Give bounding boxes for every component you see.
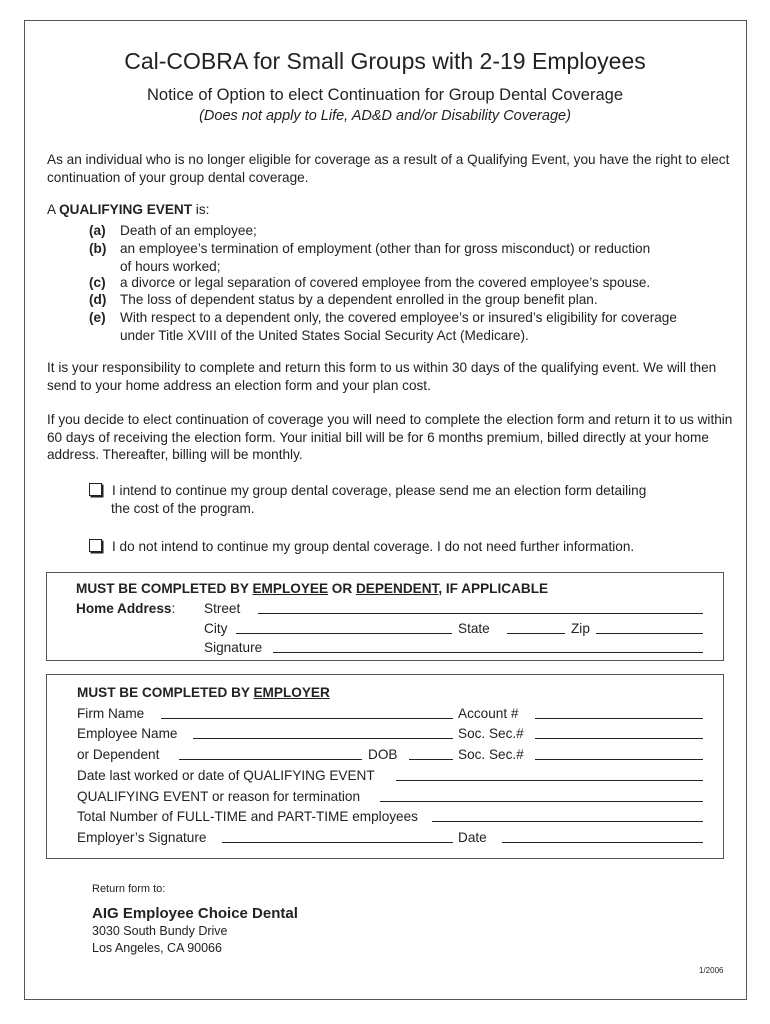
decline-label: I do not intend to continue my group dental coverage. I do not need further information.: [112, 539, 635, 554]
dob-field[interactable]: [409, 759, 453, 760]
employer-signature-field[interactable]: [222, 842, 453, 843]
date-last-worked-label: Date last worked or date of QUALIFYING EVENT: [77, 768, 375, 783]
responsibility-paragraph: It is your responsibility to complete and return this form to us within 30 days of the qualifying event. We will then send to your home address an election form and your plan cost.: [47, 360, 717, 393]
soc-sec-label: Soc. Sec.#: [458, 726, 524, 741]
heading-part: , IF APPLICABLE: [438, 581, 549, 596]
firm-name-field[interactable]: [161, 718, 453, 719]
street-field[interactable]: [258, 613, 703, 614]
date-label: Date: [458, 830, 487, 845]
dependent-field[interactable]: [179, 759, 362, 760]
qe-item-text: Death of an employee;: [120, 223, 257, 238]
qe-item-label: (a): [89, 223, 106, 238]
option-continue: [89, 482, 689, 518]
dob-label: DOB: [368, 747, 398, 762]
heading-part: MUST BE COMPLETED BY: [77, 685, 254, 700]
heading-part: MUST BE COMPLETED BY: [76, 581, 253, 596]
termination-reason-field[interactable]: [380, 801, 703, 802]
zip-field[interactable]: [596, 633, 703, 634]
document-title: Cal-COBRA for Small Groups with 2-19 Employees: [124, 48, 646, 74]
qe-item-label: (c): [89, 275, 106, 290]
qe-item-text: With respect to a dependent only, the covered employee’s or insured’s eligibility for coverage under Title XVIII of the United States Social Security Act (Medicare).: [120, 310, 677, 343]
date-field[interactable]: [502, 842, 703, 843]
home-address-label: [76, 601, 175, 616]
form-version: 1/2006: [699, 966, 724, 975]
election-paragraph: If you decide to elect continuation of coverage you will need to complete the election form and return it to us within 60 days of receiving the election form. Your initial bill will be for 6 months premium, billed directly at your home address. Thereafter, billing will be monthly.: [47, 412, 733, 462]
account-label: Account #: [458, 706, 519, 721]
return-label: Return form to:: [92, 883, 166, 895]
qe-suffix: is:: [192, 202, 210, 217]
account-field[interactable]: [535, 718, 703, 719]
qe-item-label: (b): [89, 241, 107, 256]
state-label: State: [458, 621, 490, 636]
signature-field[interactable]: [273, 652, 703, 653]
continue-label-cont: the cost of the program.: [111, 501, 255, 516]
employee-name-label: Employee Name: [77, 726, 178, 741]
employee-section-heading: [76, 581, 548, 596]
continue-checkbox[interactable]: [89, 483, 102, 496]
heading-employee: EMPLOYEE: [252, 581, 329, 596]
company-name: AIG Employee Choice Dental: [92, 905, 298, 922]
option-decline: [89, 538, 689, 556]
address-line-1: 3030 South Bundy Drive: [92, 924, 228, 938]
city-field[interactable]: [236, 633, 452, 634]
home-address-text: Home Address: [76, 601, 172, 616]
date-last-worked-field[interactable]: [396, 780, 703, 781]
heading-employer: EMPLOYER: [253, 685, 330, 700]
document-subtitle: Notice of Option to elect Continuation for Group Dental Coverage: [146, 86, 624, 104]
coverage-note: (Does not apply to Life, AD&D and/or Disability Coverage): [199, 108, 571, 124]
employee-name-field[interactable]: [193, 738, 453, 739]
state-field[interactable]: [507, 633, 565, 634]
employer-section-heading: [77, 685, 330, 700]
dependent-soc-sec-field[interactable]: [535, 759, 703, 760]
zip-label: Zip: [571, 621, 590, 636]
employer-signature-label: Employer’s Signature: [77, 830, 207, 845]
city-label: City: [204, 621, 228, 636]
firm-name-label: Firm Name: [77, 706, 145, 721]
qe-item-label: (e): [89, 310, 106, 325]
street-label: Street: [204, 601, 241, 616]
dependent-soc-sec-label: Soc. Sec.#: [458, 747, 524, 762]
total-employees-field[interactable]: [432, 821, 703, 822]
qe-item-text: a divorce or legal separation of covered employee from the covered employee’s spouse.: [120, 275, 651, 290]
decline-checkbox[interactable]: [89, 539, 102, 552]
qe-item-text: an employee’s termination of employment (other than for gross misconduct) or reduction of hours worked;: [120, 241, 651, 274]
signature-label: Signature: [204, 640, 263, 655]
termination-reason-label: QUALIFYING EVENT or reason for termination: [77, 789, 361, 804]
continue-label: I intend to continue my group dental coverage, please send me an election form detailing: [112, 483, 647, 498]
soc-sec-field[interactable]: [535, 738, 703, 739]
qe-item-label: (d): [89, 292, 107, 307]
qe-term: QUALIFYING EVENT: [59, 202, 193, 217]
intro-paragraph: As an individual who is no longer eligible for coverage as a result of a Qualifying Event, you have the right to elect continuation of your group dental coverage.: [47, 152, 730, 185]
qe-item-text: The loss of dependent status by a dependent enrolled in the group benefit plan.: [120, 292, 598, 307]
home-address-colon: :: [171, 601, 176, 616]
heading-dependent: DEPENDENT: [355, 581, 439, 596]
qualifying-event-heading: [47, 202, 209, 217]
qe-prefix: A: [47, 202, 60, 217]
or-dependent-label: or Dependent: [77, 747, 160, 762]
address-line-2: Los Angeles, CA 90066: [92, 941, 222, 955]
total-employees-label: Total Number of FULL-TIME and PART-TIME employees: [77, 809, 418, 824]
heading-part: OR: [328, 581, 356, 596]
